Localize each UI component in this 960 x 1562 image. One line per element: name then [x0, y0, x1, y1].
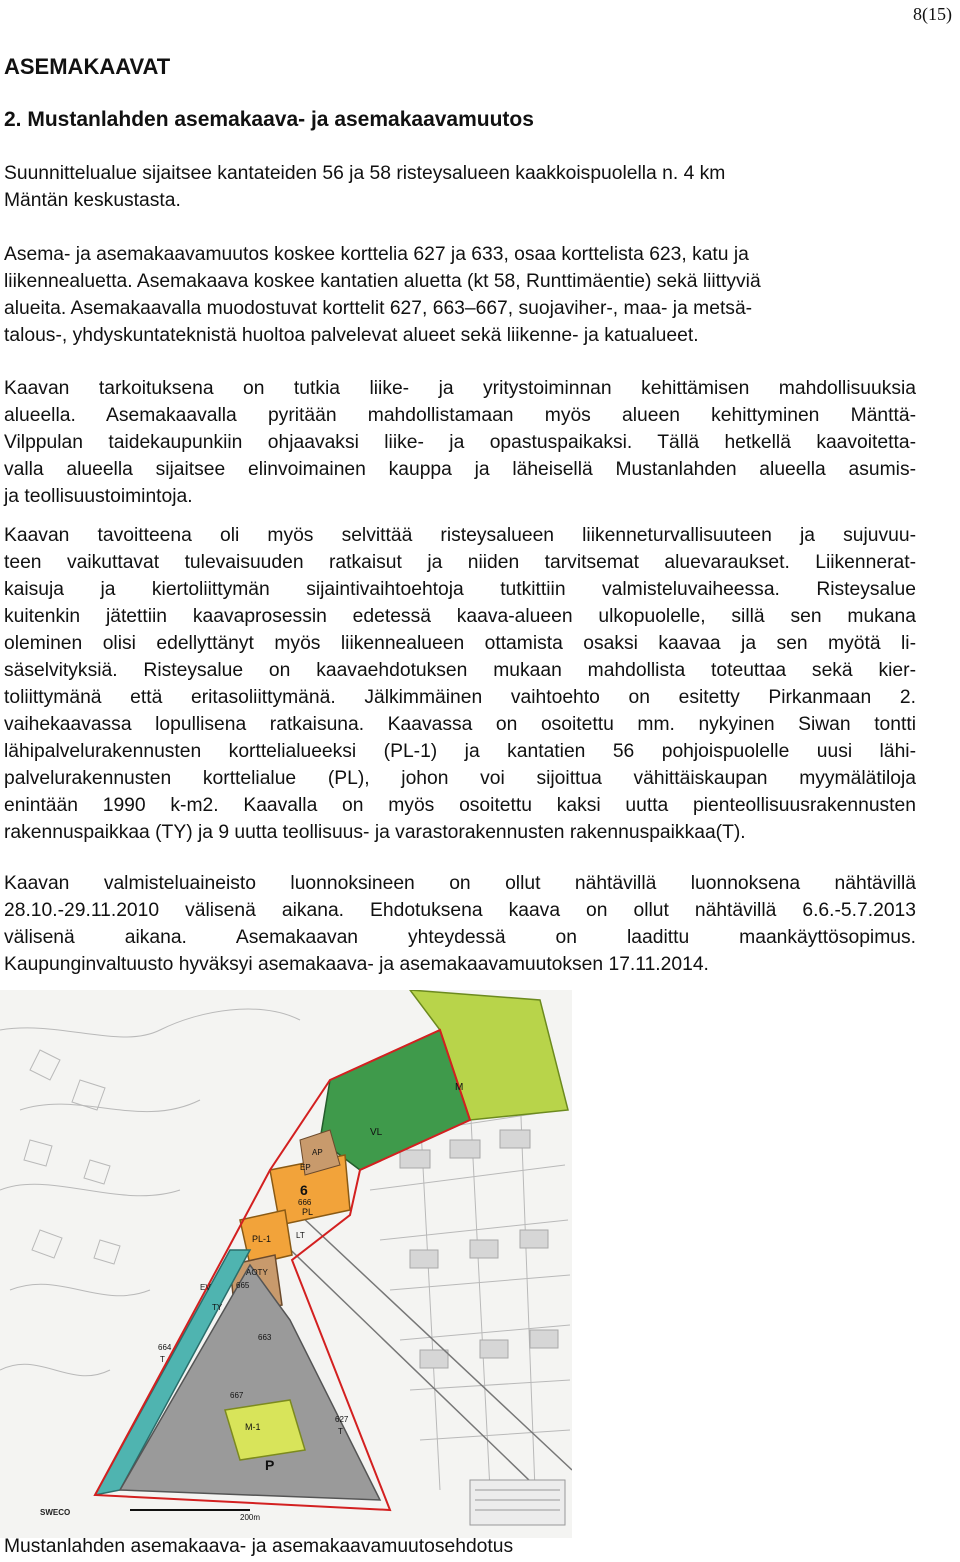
- map-label-ep: EP: [300, 1163, 311, 1172]
- map-label-block627: 627: [335, 1415, 349, 1424]
- section-heading: ASEMAKAAVAT: [4, 54, 171, 79]
- map-caption: Mustanlahden asemakaava- ja asemakaavamuutosehdotus: [4, 1536, 514, 1557]
- paragraph-location: [4, 160, 916, 214]
- text-line: lähipalvelurakennusten korttelialueeksi (PL-1) ja kantatien 56 pohjoispuolelle uusi lähi-: [4, 741, 916, 762]
- text-line: Kaavan tarkoituksena on tutkia liike- ja yritystoiminnan kehittämisen mahdollisuuksia: [4, 378, 916, 399]
- map-label-block665: 665: [236, 1281, 250, 1290]
- text-line: teen vaikuttavat tulevaisuuden ratkaisut ja niiden tarvitsemat aluevaraukset. Liikennerat-: [4, 552, 916, 573]
- text-line: Kaupunginvaltuusto hyväksyi asemakaava- ja asemakaavamuutoksen 17.11.2014.: [4, 954, 709, 975]
- paragraph-scope: [4, 241, 916, 349]
- text-line: alueella. Asemakaavalla pyritään mahdollistamaan myös alueen kehittyminen Mänttä-: [4, 405, 916, 426]
- text-line: alueita. Asemakaavalla muodostuvat korttelit 627, 663–667, suojaviher-, maa- ja metsä-: [4, 298, 753, 319]
- map-label-lt: LT: [296, 1231, 305, 1240]
- map-label-aoty: AOTY: [246, 1268, 268, 1277]
- text-line: Asema- ja asemakaavamuutos koskee korttelia 627 ja 633, osaa korttelista 623, katu ja: [4, 244, 749, 265]
- text-line: Suunnittelualue sijaitsee kantateiden 56 ja 58 risteysalueen kaakkoispuolella n. 4 km: [4, 163, 726, 184]
- paragraph-goals: [4, 522, 916, 846]
- map-legend-box: [470, 1480, 565, 1525]
- text-line: Vilppulan taidekaupunkiin ohjaavaksi liike- ja opastuspaikaksi. Tällä hetkellä kaavoitetta-: [4, 432, 916, 453]
- map-label-block667: 667: [230, 1391, 244, 1400]
- text-line: valla alueella sijaitsee elinvoimainen kauppa ja läheisellä Mustanlahden alueella asumis-: [4, 459, 916, 480]
- map-label-vl: VL: [370, 1127, 383, 1138]
- text-line: välisenä aikana. Asemakaavan yhteydessä on laadittu maankäyttösopimus.: [4, 927, 916, 948]
- map-label-t2: T: [338, 1427, 343, 1436]
- text-line: enintään 1990 k-m2. Kaavalla on myös osoitettu kaksi uutta pienteollisuusrakennusten: [4, 795, 916, 816]
- map-label-m: M: [455, 1082, 464, 1093]
- zoning-plan-map: [0, 990, 572, 1538]
- text-line: vaihekaavassa lopullisena ratkaisuna. Kaavassa on osoitettu mm. nykyinen Siwan tontti: [4, 714, 916, 735]
- text-line: säselvityksiä. Risteysalue on kaavaehdotuksen mukaan mahdollista toteuttaa sekä kier-: [4, 660, 916, 681]
- text-line: liikennealuetta. Asemakaava koskee kantatien aluetta (kt 58, Runttimäentie) sekä liittyviä: [4, 271, 761, 292]
- text-line: kuitenkin jätettiin kaavaprosessin edetessä kaava-alueen ulkopuolelle, sillä sen mukana: [4, 606, 916, 627]
- paragraph-purpose: [4, 375, 916, 510]
- map-label-block663: 663: [258, 1333, 272, 1342]
- map-label-block666: 666: [298, 1198, 312, 1207]
- m1-area: [225, 1400, 305, 1460]
- text-line: rakennuspaikkaa (TY) ja 9 uutta teollisuus- ja varastorakennusten rakennuspaikkaa(T).: [4, 822, 746, 843]
- text-line: talous-, yhdyskuntateknistä huoltoa palvelevat alueet sekä liikenne- ja katualueet.: [4, 325, 699, 346]
- map-label-pl: PL: [302, 1207, 314, 1217]
- text-line: Kaavan tavoitteena oli myös selvittää risteysalueen liikenneturvallisuuteen ja sujuvuu-: [4, 525, 916, 546]
- map-label-pl1: PL-1: [252, 1234, 272, 1244]
- text-line: palvelurakennusten korttelialue (PL), johon voi sijoittua vähittäiskaupan myymälätiloja: [4, 768, 916, 789]
- paragraph-process: [4, 870, 916, 978]
- page-number: 8(15): [913, 4, 952, 24]
- text-line: Kaavan valmisteluaineisto luonnoksineen on ollut nähtävillä luonnoksena nähtävillä: [4, 873, 916, 894]
- text-line: Mäntän keskustasta.: [4, 190, 181, 211]
- sweco-logo: SWECO: [40, 1508, 71, 1517]
- map-label-p: P: [265, 1457, 275, 1473]
- map-label-ev: EV: [200, 1283, 211, 1292]
- map-label-block664: 664: [158, 1343, 172, 1352]
- scale-label: 200m: [240, 1513, 261, 1522]
- map-label-t1: T: [160, 1355, 165, 1364]
- map-label-block6: 6: [300, 1182, 308, 1198]
- map-label-ty: TY: [212, 1303, 223, 1312]
- section-subheading: 2. Mustanlahden asemakaava- ja asemakaavamuutos: [4, 108, 534, 131]
- text-line: kaisuja ja kiertoliittymän sijaintivaihtoehtoja tutkittiin valmisteluvaiheessa. Risteysalue: [4, 579, 916, 600]
- map-label-m1: M-1: [245, 1422, 261, 1432]
- text-line: ja teollisuustoimintoja.: [4, 486, 193, 507]
- text-line: oleminen olisi edellyttänyt myös liikennealueen ottamista osaksi kaavaa ja sen myötä li-: [4, 633, 916, 654]
- text-line: 28.10.-29.11.2010 välisenä aikana. Ehdotuksena kaava on ollut nähtävillä 6.6.-5.7.2013: [4, 900, 916, 921]
- text-line: toliittymänä että eritasoliittymänä. Jälkimmäinen vaihtoehto on esitetty Pirkanmaan 2.: [4, 687, 916, 708]
- map-label-ap: AP: [312, 1148, 323, 1157]
